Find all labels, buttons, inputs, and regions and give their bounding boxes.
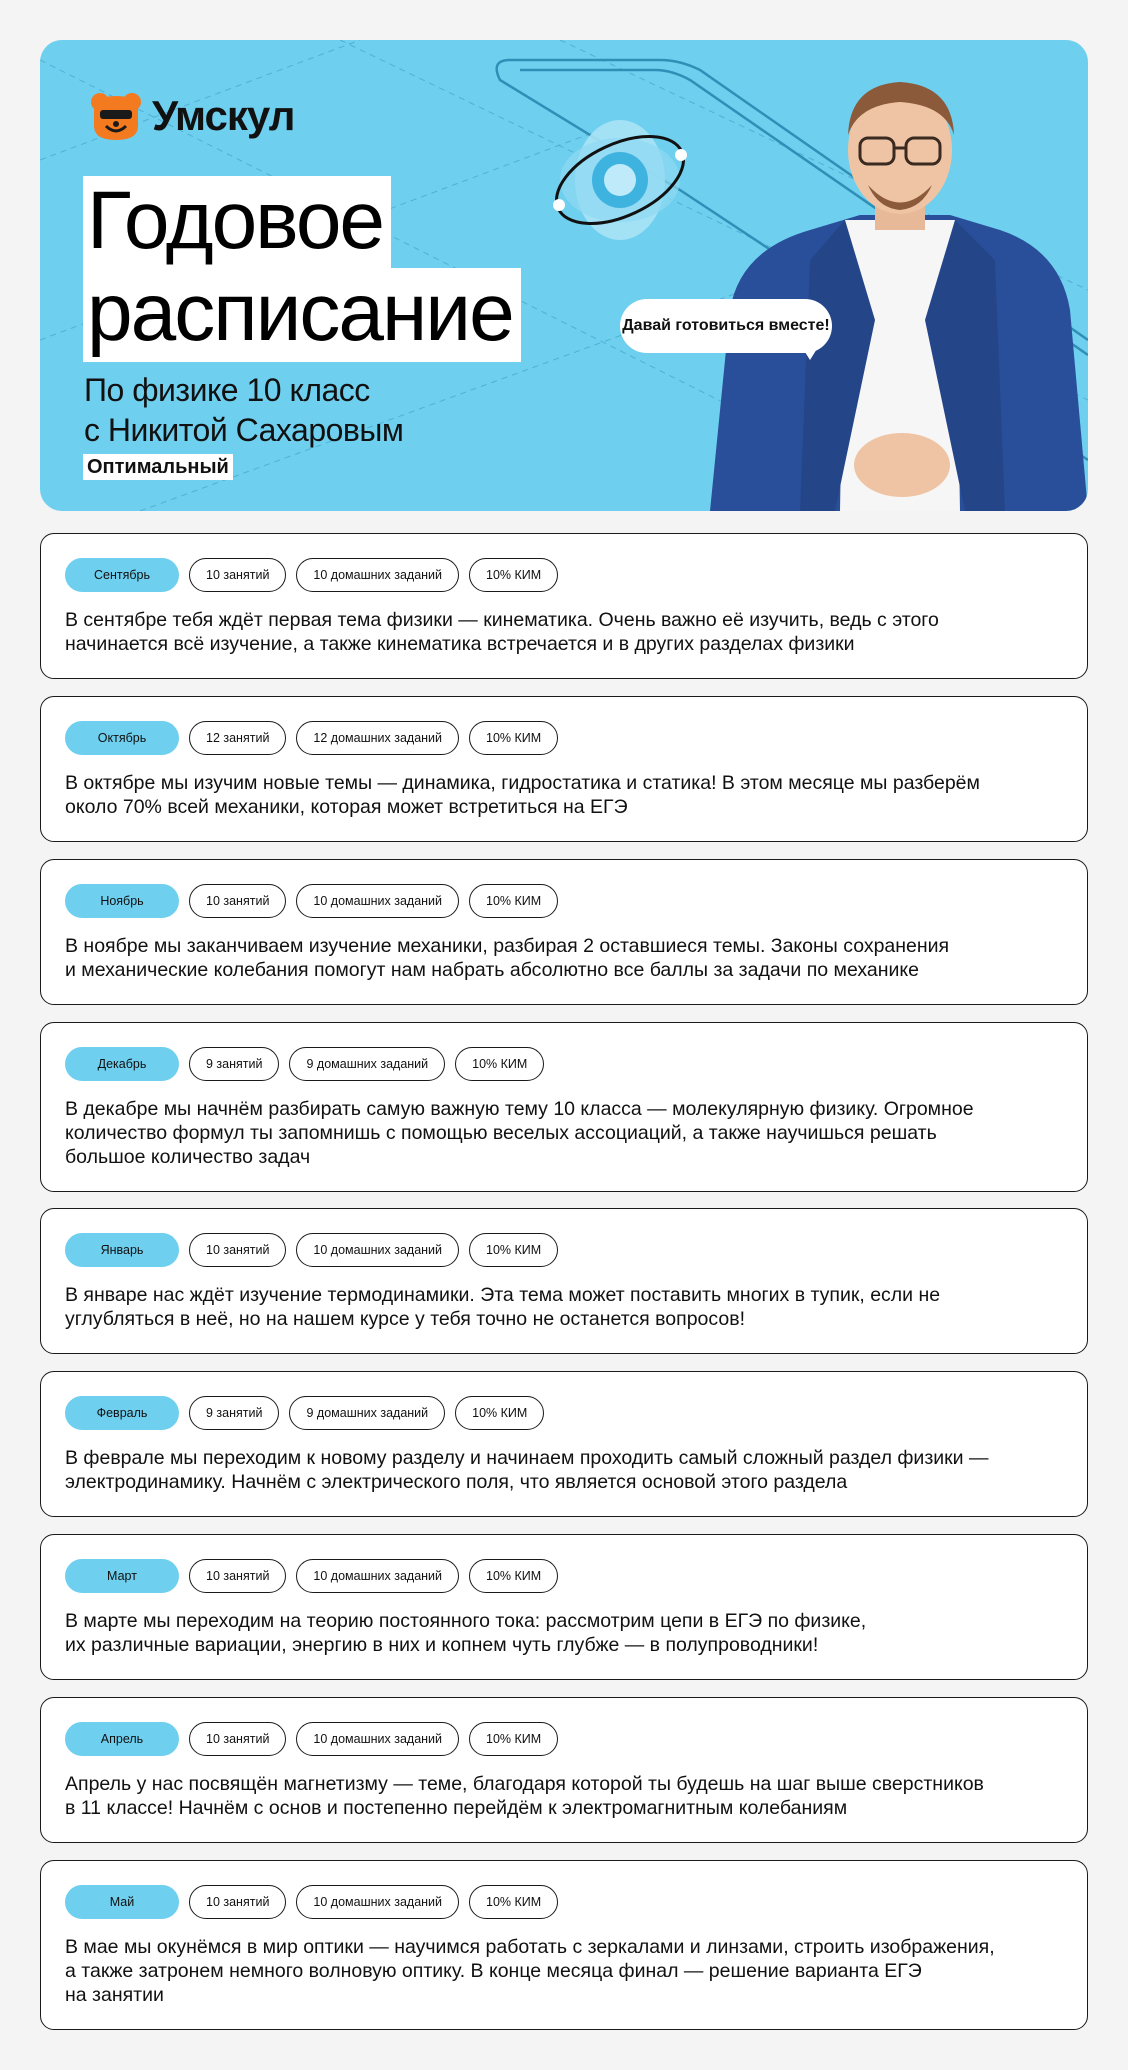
month-description — [65, 934, 1063, 982]
card-chips — [65, 884, 558, 918]
kim-chip: 10% КИМ — [469, 1559, 558, 1593]
description-line: В мае мы окунёмся в мир оптики — научимся работать с зеркалами и линзами, строить изображения, — [65, 1936, 995, 1958]
tier-label: Оптимальный — [83, 454, 233, 480]
homework-chip: 10 домашних заданий — [296, 884, 459, 918]
card-chips — [65, 1559, 558, 1593]
description-line: В октябре мы изучим новые темы — динамика, гидростатика и статика! В этом месяце мы разберём — [65, 772, 980, 794]
brand-logo[interactable] — [88, 88, 294, 144]
kim-chip: 10% КИМ — [469, 721, 558, 755]
month-description — [65, 1097, 1063, 1169]
kim-chip: 10% КИМ — [469, 1722, 558, 1756]
month-description — [65, 1283, 1063, 1331]
month-chip[interactable]: Январь — [65, 1233, 179, 1267]
description-line: В январе нас ждёт изучение термодинамики. Эта тема может поставить многих в тупик, если не — [65, 1284, 941, 1306]
month-chip[interactable]: Октябрь — [65, 721, 179, 755]
month-chip[interactable]: Апрель — [65, 1722, 179, 1756]
month-card — [40, 1022, 1088, 1192]
month-description — [65, 1935, 1063, 2007]
brand-name: Умскул — [152, 92, 295, 139]
homework-chip: 10 домашних заданий — [296, 1722, 459, 1756]
description-line: углубляться в неё, но на нашем курсе у тебя точно не останется вопросов! — [65, 1308, 745, 1330]
card-chips — [65, 1722, 558, 1756]
teacher-photo — [660, 60, 1088, 511]
description-line: на занятии — [65, 1984, 164, 2006]
kim-chip: 10% КИМ — [469, 558, 558, 592]
bear-logo-icon — [88, 88, 144, 144]
homework-chip: 10 домашних заданий — [296, 558, 459, 592]
description-line: и механические колебания помогут нам набрать абсолютно все баллы за задачи по механике — [65, 959, 920, 981]
homework-chip: 9 домашних заданий — [289, 1047, 445, 1081]
homework-chip: 10 домашних заданий — [296, 1559, 459, 1593]
kim-chip: 10% КИМ — [469, 1233, 558, 1267]
month-card — [40, 696, 1088, 842]
lessons-chip: 9 занятий — [189, 1047, 279, 1081]
month-card — [40, 1534, 1088, 1680]
month-chip[interactable]: Декабрь — [65, 1047, 179, 1081]
card-chips — [65, 1047, 544, 1081]
card-chips — [65, 1233, 558, 1267]
card-chips — [65, 1396, 544, 1430]
card-chips — [65, 721, 558, 755]
kim-chip: 10% КИМ — [469, 884, 558, 918]
speech-bubble: Давай готовиться вместе! — [620, 299, 832, 353]
description-line: электродинамику. Начнём с электрического поля, что является основой этого раздела — [65, 1471, 848, 1493]
month-description — [65, 1609, 1063, 1657]
lessons-chip: 10 занятий — [189, 1885, 286, 1919]
description-line: а также затронем немного волновую оптику. В конце месяца финал — решение варианта ЕГЭ — [65, 1960, 922, 1982]
subtitle-line2: с Никитой Сахаровым — [84, 412, 404, 448]
lessons-chip: 9 занятий — [189, 1396, 279, 1430]
description-line: в 11 классе! Начнём с основ и постепенно перейдём к электромагнитным колебаниям — [65, 1797, 848, 1819]
month-card — [40, 1371, 1088, 1517]
month-chip[interactable]: Февраль — [65, 1396, 179, 1430]
kim-chip: 10% КИМ — [455, 1396, 544, 1430]
description-line: В декабре мы начнём разбирать самую важную тему 10 класса — молекулярную физику. Огромное — [65, 1098, 974, 1120]
speech-bubble-tail — [800, 344, 820, 360]
description-line: В ноябре мы заканчиваем изучение механики, разбирая 2 оставшиеся темы. Законы сохранения — [65, 935, 950, 957]
month-chip[interactable]: Май — [65, 1885, 179, 1919]
month-card — [40, 533, 1088, 679]
page-title-line1: Годовое — [83, 176, 391, 270]
description-line: В марте мы переходим на теорию постоянного тока: рассмотрим цепи в ЕГЭ по физике, — [65, 1610, 867, 1632]
month-chip[interactable]: Ноябрь — [65, 884, 179, 918]
month-description — [65, 608, 1063, 656]
description-line: большое количество задач — [65, 1146, 311, 1168]
card-chips — [65, 1885, 558, 1919]
description-line: В феврале мы переходим к новому разделу и начинаем проходить самый сложный раздел физики — — [65, 1447, 989, 1469]
kim-chip: 10% КИМ — [455, 1047, 544, 1081]
description-line: Апрель у нас посвящён магнетизму — теме, благодаря которой ты будешь на шаг выше сверстников — [65, 1773, 984, 1795]
card-chips — [65, 558, 558, 592]
month-chip[interactable]: Март — [65, 1559, 179, 1593]
description-line: их различные вариации, энергию в них и копнем чуть глубже — в полупроводники! — [65, 1634, 819, 1656]
course-subtitle — [84, 370, 403, 450]
page-title-line2: расписание — [83, 268, 521, 362]
month-chip[interactable]: Сентябрь — [65, 558, 179, 592]
month-description — [65, 771, 1063, 819]
month-card — [40, 1860, 1088, 2030]
homework-chip: 9 домашних заданий — [289, 1396, 445, 1430]
description-line: В сентябре тебя ждёт первая тема физики — кинематика. Очень важно её изучить, ведь с этого — [65, 609, 939, 631]
hero-banner — [40, 40, 1088, 511]
kim-chip: 10% КИМ — [469, 1885, 558, 1919]
month-description — [65, 1772, 1063, 1820]
description-line: начинается всё изучение, а также кинематика встречается и в других разделах физики — [65, 633, 855, 655]
lessons-chip: 10 занятий — [189, 558, 286, 592]
homework-chip: 10 домашних заданий — [296, 1885, 459, 1919]
lessons-chip: 10 занятий — [189, 1559, 286, 1593]
description-line: около 70% всей механики, которая может встретиться на ЕГЭ — [65, 796, 628, 818]
month-card — [40, 1208, 1088, 1354]
homework-chip: 12 домашних заданий — [296, 721, 459, 755]
description-line: количество формул ты запомнишь с помощью веселых ассоциаций, а также научишься решать — [65, 1122, 937, 1144]
lessons-chip: 10 занятий — [189, 1233, 286, 1267]
month-description — [65, 1446, 1063, 1494]
lessons-chip: 10 занятий — [189, 884, 286, 918]
month-card — [40, 1697, 1088, 1843]
month-card — [40, 859, 1088, 1005]
lessons-chip: 12 занятий — [189, 721, 286, 755]
lessons-chip: 10 занятий — [189, 1722, 286, 1756]
homework-chip: 10 домашних заданий — [296, 1233, 459, 1267]
subtitle-line1: По физике 10 класс — [84, 372, 370, 408]
